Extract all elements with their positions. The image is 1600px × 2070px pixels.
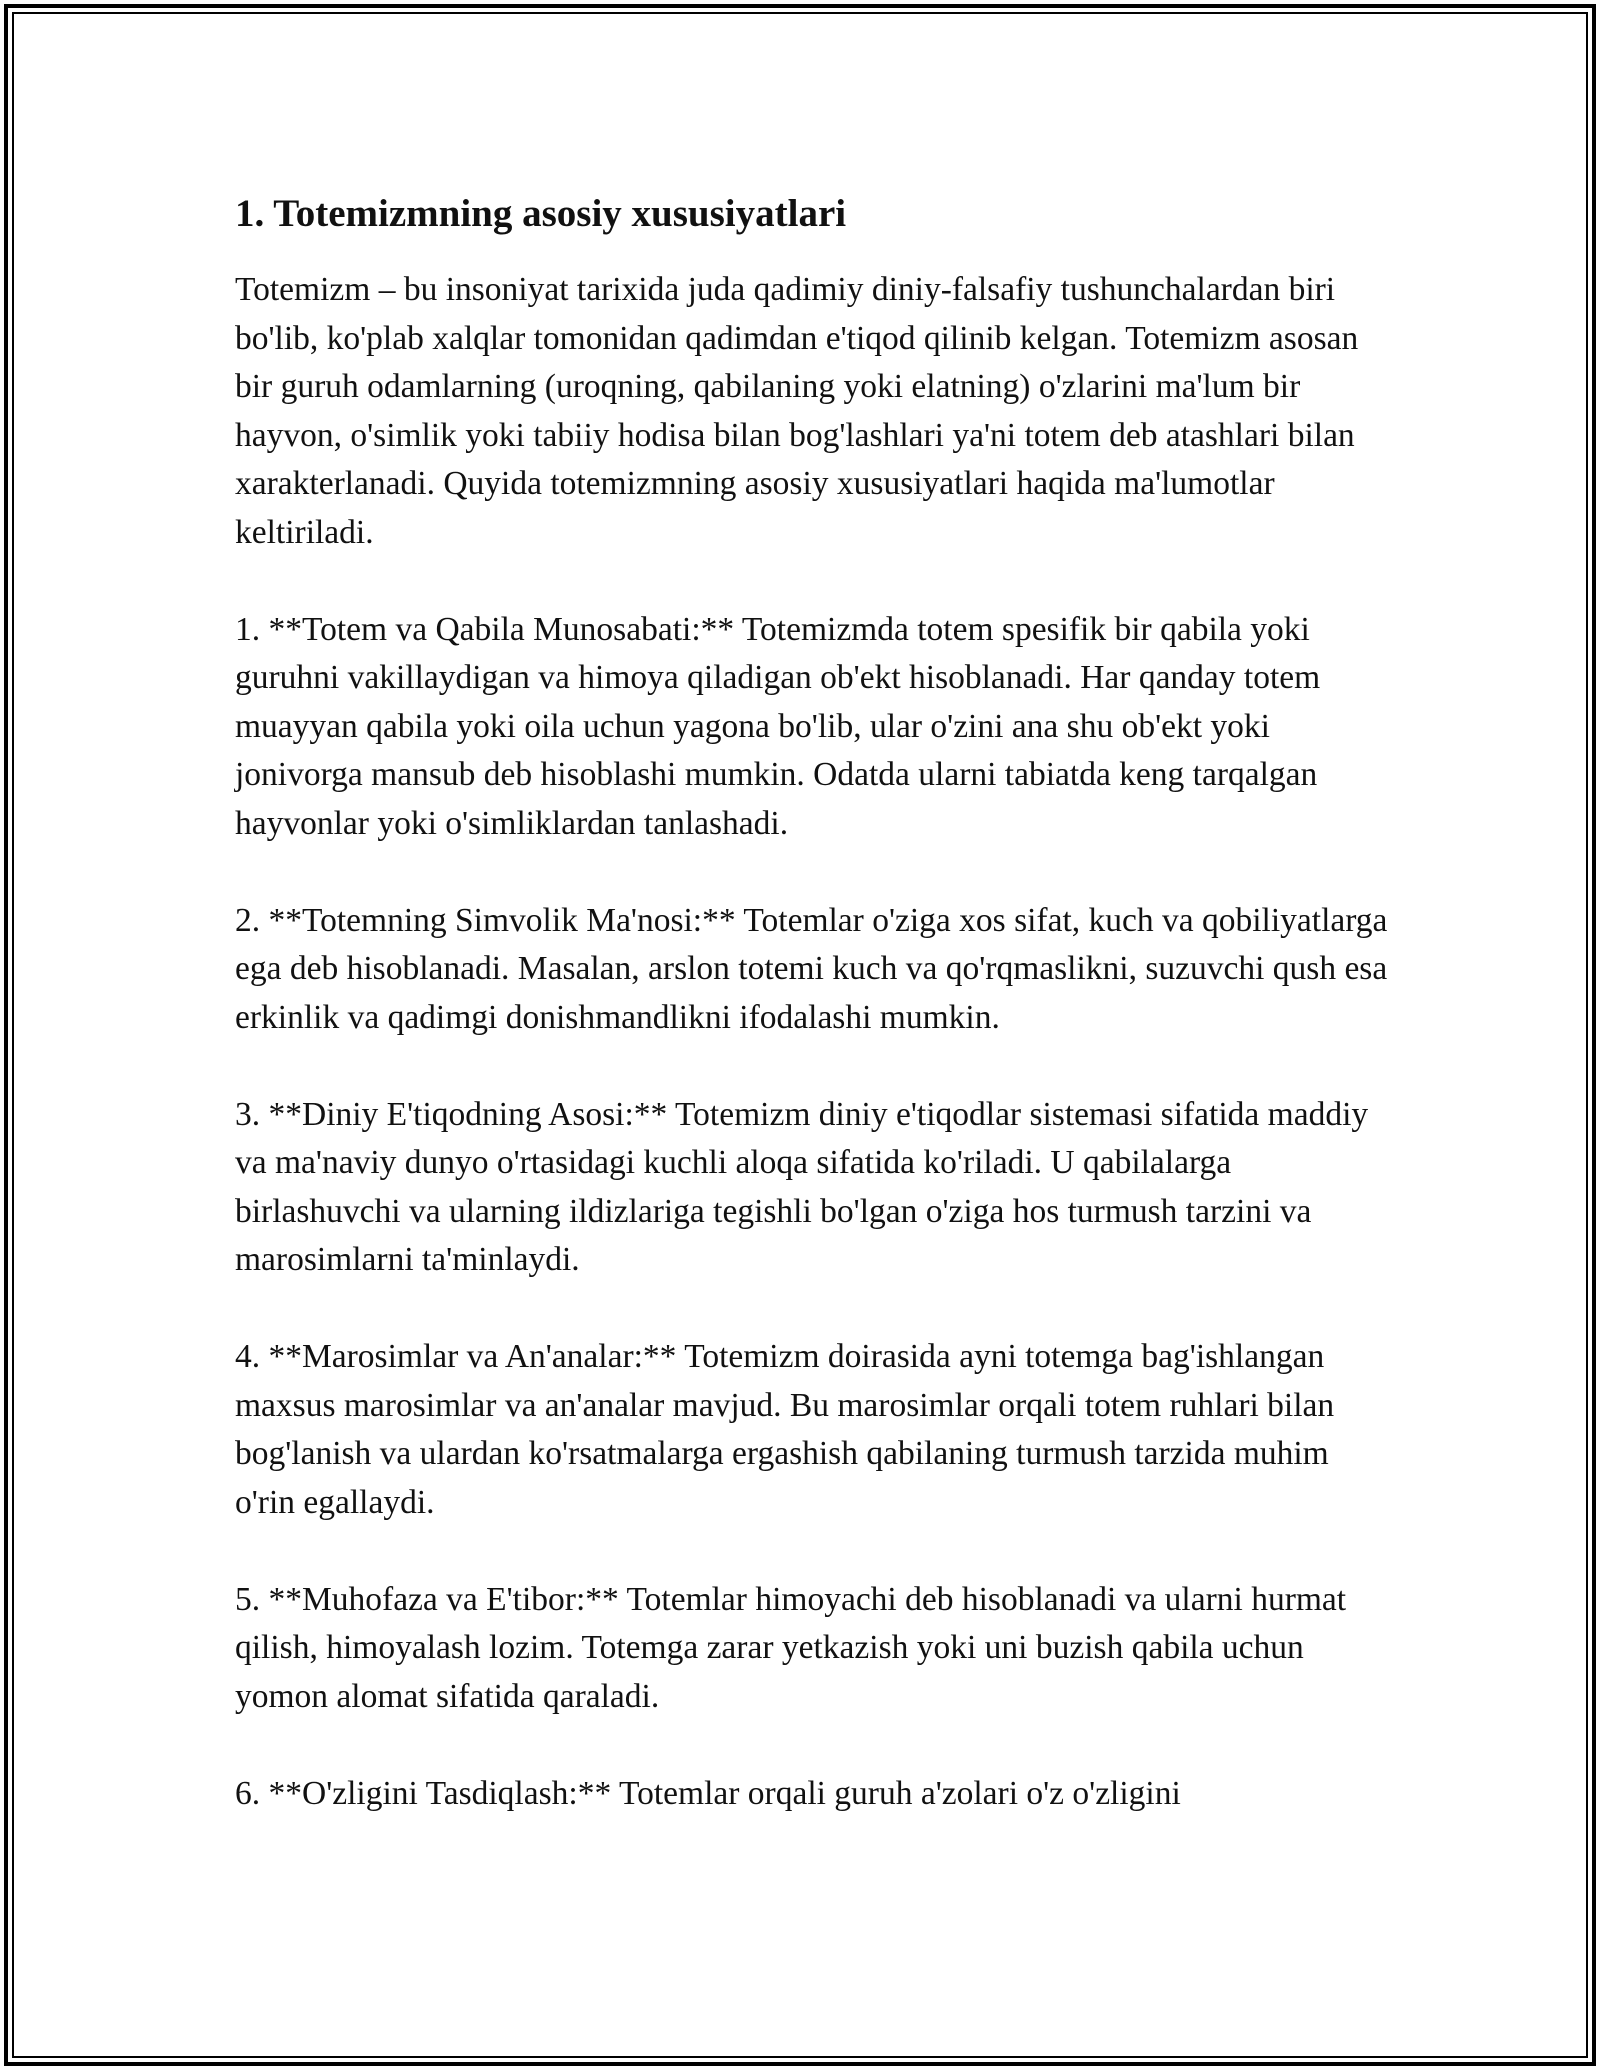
document-title: 1. Totemizmning asosiy xususiyatlari xyxy=(235,192,847,235)
list-item-5: 5. **Muhofaza va E'tibor:** Totemlar himoyachi deb hisoblanadi va ularni hurmat qilish, himoyalash lozim. Totemga zarar yetkazish yoki uni buzish qabila uchun yomon alomat sifatida qaraladi. xyxy=(235,1580,1347,1715)
list-item-3: 3. **Diniy E'tiqodning Asosi:** Totemizm diniy e'tiqodlar sistemasi sifatida maddiy va ma'naviy dunyo o'rtasidagi kuchli aloqa sifatida ko'riladi. U qabilalarga birlashuvchi va ularning ildizlariga tegishli bo'lgan o'ziga hos turmush tarzini va marosimlarni ta'minlaydi. xyxy=(235,1095,1369,1278)
list-item-4: 4. **Marosimlar va An'analar:** Totemizm doirasida ayni totemga bag'ishlangan maxsus marosimlar va an'analar mavjud. Bu marosimlar orqali totem ruhlari bilan bog'lanish va ulardan ko'rsatmalarga ergashish qabilaning turmush tarzida muhim o'rin egallaydi. xyxy=(235,1338,1335,1521)
list-item-2: 2. **Totemning Simvolik Ma'nosi:** Totemlar o'ziga xos sifat, kuch va qobiliyatlarga ega deb hisoblanadi. Masalan, arslon totemi kuch va qo'rqmaslikni, suzuvchi qush esa erkinlik va qadimgi donishmandlikni ifodalashi mumkin. xyxy=(235,901,1388,1036)
list-item-1: 1. **Totem va Qabila Munosabati:** Totemizmda totem spesifik bir qabila yoki guruhni vakillaydigan va himoya qiladigan ob'ekt hisoblanadi. Har qanday totem muayyan qabila yoki oila uchun yagona bo'lib, ular o'zini ana shu ob'ekt yoki jonivorga mansub deb hisoblashi mumkin. Odatda ularni tabiatda keng tarqalgan hayvonlar yoki o'simliklardan tanlashadi. xyxy=(235,610,1321,842)
intro-paragraph: Totemizm – bu insoniyat tarixida juda qadimiy diniy-falsafiy tushunchalardan biri bo'lib, ko'plab xalqlar tomonidan qadimdan e'tiqod qilinib kelgan. Totemizm asosan bir guruh odamlarning (uroqning, qabilaning yoki elatning) o'zlarini ma'lum bir hayvon, o'simlik yoki tabiiy hodisa bilan bog'lashlari ya'ni totem deb atashlari bilan xarakterlanadi. Quyida totemizmning asosiy xususiyatlari haqida ma'lumotlar keltiriladi. xyxy=(235,271,1359,551)
document-body xyxy=(235,190,1395,1867)
list-item-6: 6. **O'zligini Tasdiqlash:** Totemlar orqali guruh a'zolari o'z o'zligini xyxy=(235,1774,1181,1812)
